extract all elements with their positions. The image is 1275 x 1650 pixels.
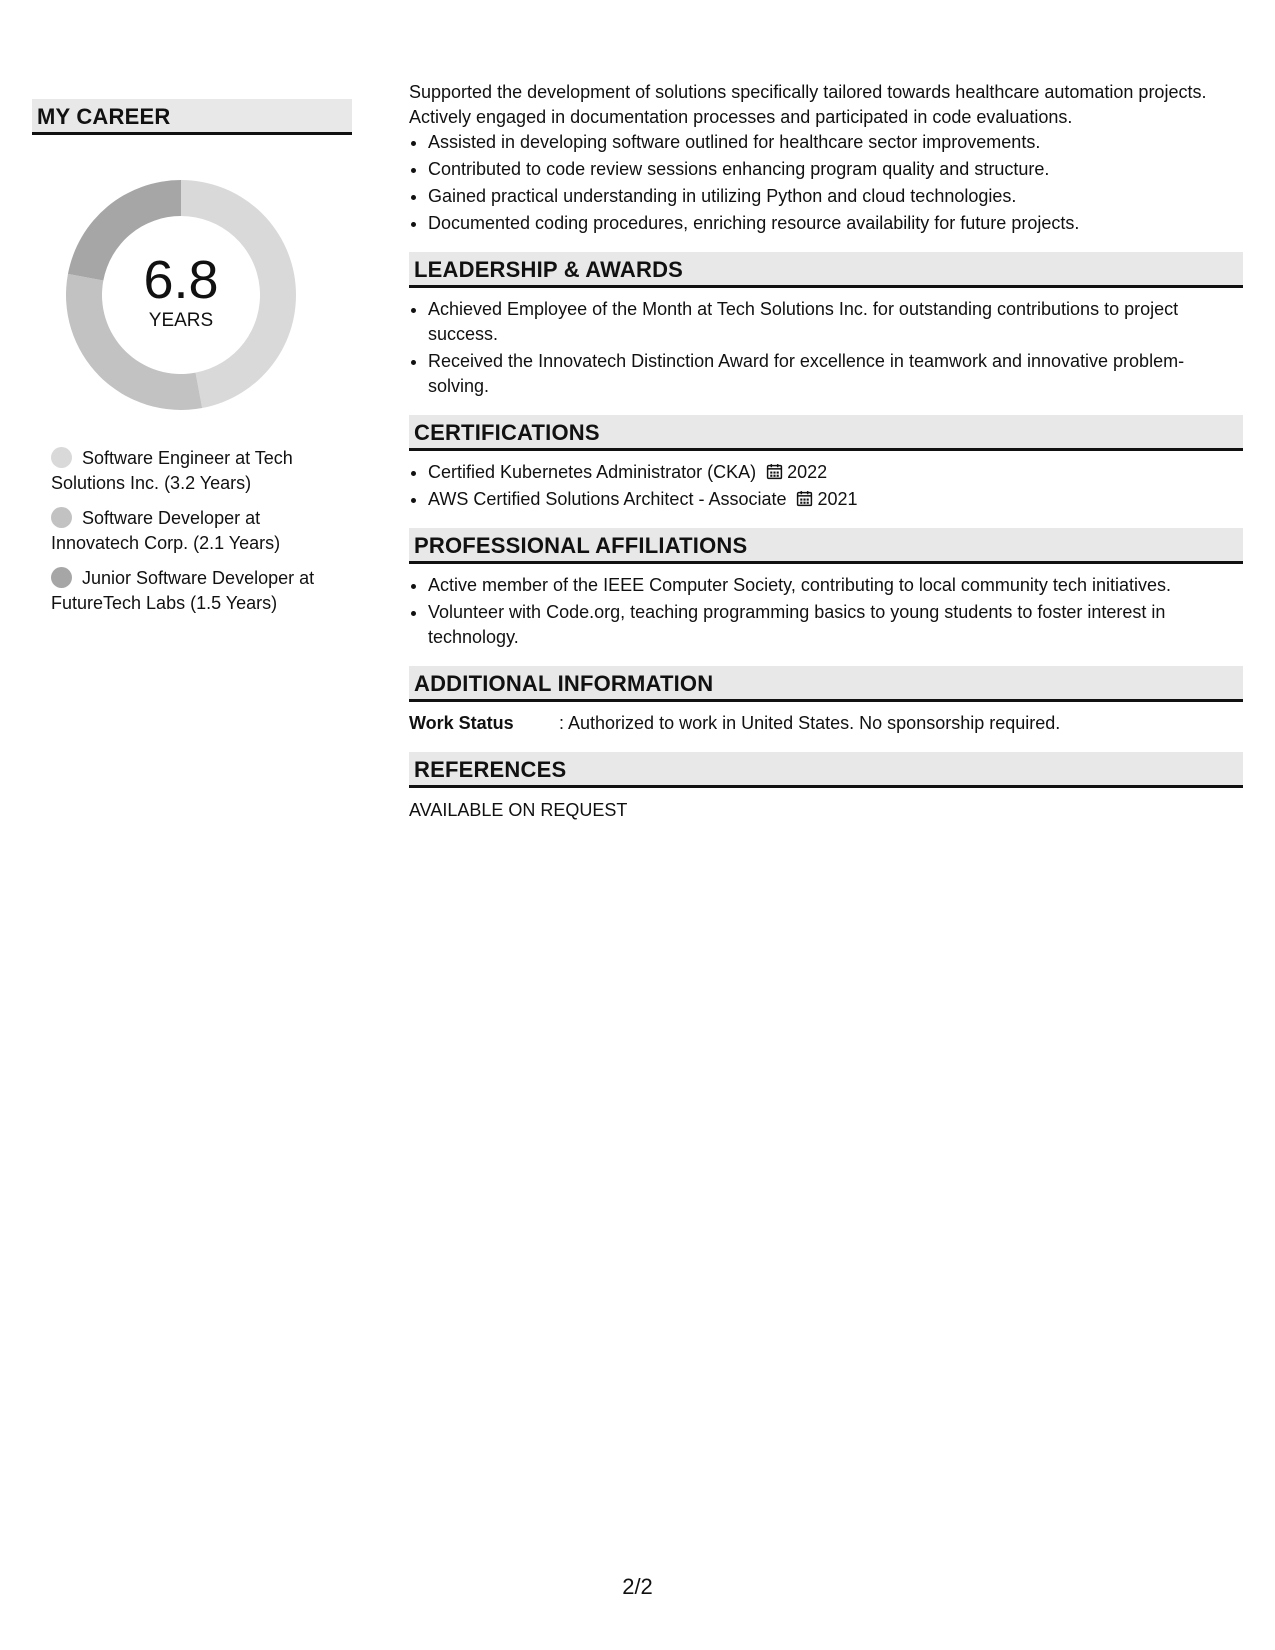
work-status-label: Work Status xyxy=(409,713,514,733)
affiliations-heading: PROFESSIONAL AFFILIATIONS xyxy=(409,528,1243,564)
calendar-icon xyxy=(766,463,783,480)
certifications-list xyxy=(409,460,1243,512)
legend-dot xyxy=(51,567,72,588)
legend-label: Software Developer at Innovatech Corp. (2.1 Years) xyxy=(51,508,281,553)
certification-year: 2021 xyxy=(817,489,858,509)
work-status-row xyxy=(409,711,1243,736)
experience-summary: Supported the development of solutions specifically tailored towards healthcare automation projects. Actively engaged in documentation processes and participated in code evaluations. xyxy=(409,82,1207,127)
certification-name: AWS Certified Solutions Architect - Associate xyxy=(428,489,787,509)
calendar-icon xyxy=(796,490,813,507)
list-item xyxy=(428,487,1243,512)
certifications-heading: CERTIFICATIONS xyxy=(409,415,1243,451)
references-heading: REFERENCES xyxy=(409,752,1243,788)
list-item xyxy=(428,460,1243,485)
legend-label: Junior Software Developer at FutureTech Labs (1.5 Years) xyxy=(51,568,315,613)
list-item: • Received the Innovatech Distinction Award for excellence in teamwork and innovative problem-solving. xyxy=(428,349,1243,399)
legend-item xyxy=(51,566,341,616)
list-item: • Documented coding procedures, enriching resource availability for future projects. xyxy=(428,211,1243,236)
references-text: AVAILABLE ON REQUEST xyxy=(409,800,628,820)
list-item: • Volunteer with Code.org, teaching programming basics to young students to foster interest in technology. xyxy=(428,600,1243,650)
additional-info-heading: ADDITIONAL INFORMATION xyxy=(409,666,1243,702)
list-item: • Achieved Employee of the Month at Tech Solutions Inc. for outstanding contributions to project success. xyxy=(428,297,1243,347)
career-heading: MY CAREER xyxy=(32,99,352,135)
career-donut-chart xyxy=(66,180,296,410)
work-status-value: : Authorized to work in United States. No sponsorship required. xyxy=(559,713,1061,733)
list-item: • Contributed to code review sessions enhancing program quality and structure. xyxy=(428,157,1243,182)
legend-dot xyxy=(51,447,72,468)
legend-item xyxy=(51,506,341,556)
leadership-heading: LEADERSHIP & AWARDS xyxy=(409,252,1243,288)
career-total-years: 6.8 xyxy=(143,250,219,310)
list-item: • Active member of the IEEE Computer Society, contributing to local community tech initiatives. xyxy=(428,573,1243,598)
leadership-list xyxy=(409,297,1243,399)
career-sidebar xyxy=(32,99,352,626)
legend-item xyxy=(51,446,341,496)
resume-main xyxy=(409,80,1243,823)
experience-bullets xyxy=(409,130,1243,236)
career-total-unit: YEARS xyxy=(148,310,214,331)
page-number: 2/2 xyxy=(622,1574,653,1599)
list-item: • Gained practical understanding in utilizing Python and cloud technologies. xyxy=(428,184,1243,209)
certification-name: Certified Kubernetes Administrator (CKA) xyxy=(428,462,757,482)
legend-label: Software Engineer at Tech Solutions Inc. (3.2 Years) xyxy=(51,448,293,493)
affiliations-list xyxy=(409,573,1243,650)
career-legend xyxy=(51,446,341,616)
legend-dot xyxy=(51,507,72,528)
list-item: • Assisted in developing software outlined for healthcare sector improvements. xyxy=(428,130,1243,155)
certification-year: 2022 xyxy=(787,462,828,482)
